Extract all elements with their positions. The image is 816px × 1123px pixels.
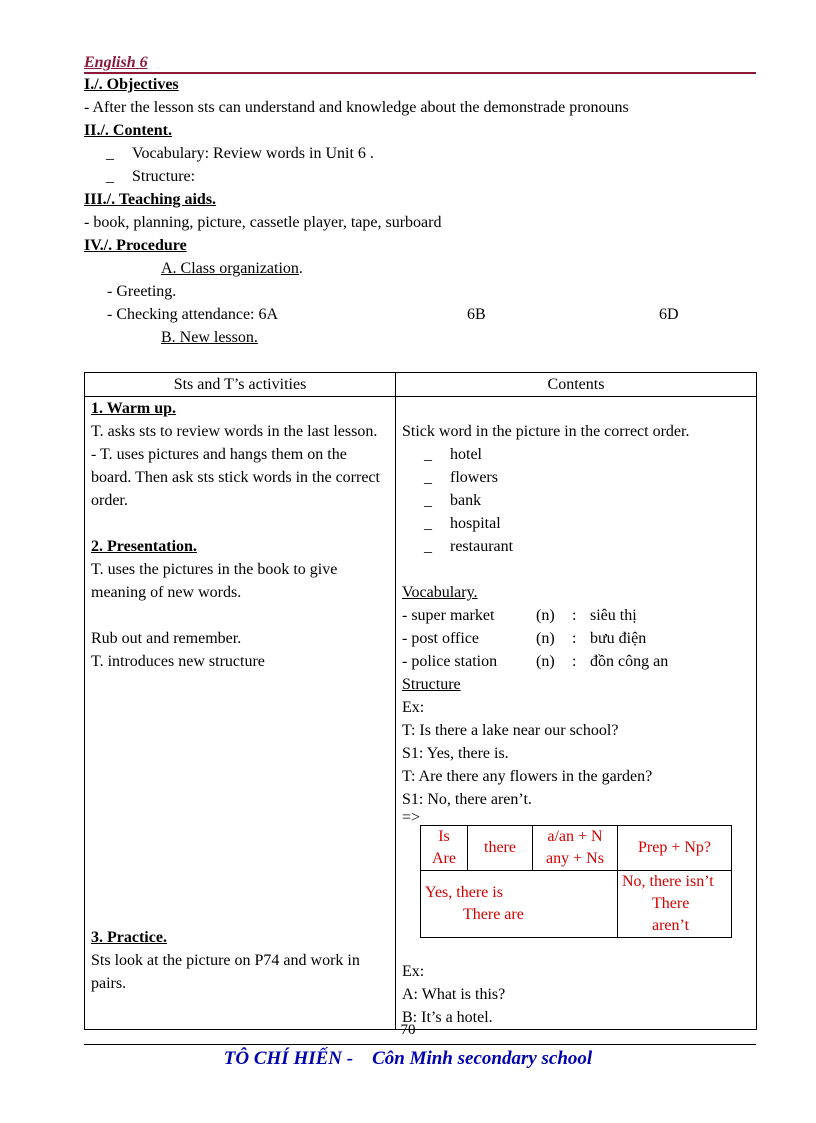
vocab-row: - police station (n) : đồn công an [402, 653, 669, 670]
objectives-text: - After the lesson sts can understand and knowledge about the demonstrade pronouns [84, 99, 629, 116]
example-line: T: Are there any flowers in the garden? [402, 768, 653, 785]
aids-text: - book, planning, picture, cassetle player, tape, surboard [84, 214, 442, 231]
attendance: - Checking attendance: 6A [107, 306, 279, 323]
struct-noun-cell: a/an + N any + Ns [533, 826, 618, 871]
warmup-intro: Stick word in the picture in the correct order. [402, 423, 690, 440]
word-item: _ hospital [424, 515, 501, 532]
word-item: _ hotel [424, 446, 482, 463]
warmup-heading: 1. Warm up. [91, 400, 177, 417]
vocab-row: - super market (n) : siêu thị [402, 607, 637, 624]
table-body-row [85, 397, 757, 1030]
content-item-vocabulary: ​_ Vocabulary: Review words in Unit 6 . [106, 145, 374, 162]
practice-line: A: What is this? [402, 986, 506, 1003]
practice-line: B: It’s a hotel. [402, 1009, 493, 1026]
example-line: T: Is there a lake near our school? [402, 722, 619, 739]
struct-verb-cell: Is Are [421, 826, 468, 871]
aids-heading: III./. Teaching aids. [84, 191, 217, 208]
page-number: 70 [400, 1022, 416, 1038]
vocab-heading: Vocabulary. [402, 584, 478, 601]
struct-no-cell: No, there isn’t There aren’t [618, 871, 732, 938]
class-6d: 6D [659, 306, 679, 323]
dash-bullet: ​_ [106, 168, 114, 185]
structure-table [420, 825, 732, 938]
word-item: _ bank [424, 492, 482, 509]
word-item: _ flowers [424, 469, 498, 486]
footer-text: TÔ CHÍ HIẾN - Côn Minh secondary school [223, 1048, 593, 1069]
practice-left: Sts look at the picture on P74 and work in pairs. [91, 952, 360, 992]
example-line: S1: Yes, there is. [402, 745, 509, 762]
example-line: S1: No, there aren’t. [402, 791, 532, 808]
structure-heading: Structure [402, 676, 461, 693]
presentation-left-2: Rub out and remember. [91, 630, 242, 647]
presentation-heading: 2. Presentation. [91, 538, 197, 555]
contents-cell [396, 397, 757, 1030]
warmup-left-1: T. asks sts to review words in the last lesson. [91, 423, 378, 440]
table-header-row [85, 373, 757, 397]
struct-yes-cell: Yes, there is There are [421, 871, 618, 938]
warmup-left-2: - T. uses pictures and hangs them on the board. Then ask sts stick words in the correct order. [91, 446, 380, 509]
header-title: English 6 [84, 54, 148, 71]
content-heading: II./. Content. [84, 122, 173, 139]
dash-bullet: ​_ [106, 145, 114, 162]
activities-cell [85, 397, 396, 1030]
col-activities-header: Sts and T’s activities [85, 373, 396, 397]
footer-rule [84, 1044, 756, 1045]
lesson-table [84, 372, 757, 1030]
word-item: _ restaurant [424, 538, 514, 555]
header-rule [84, 72, 756, 74]
arrow: => [402, 809, 421, 826]
col-contents-header: Contents [396, 373, 757, 397]
new-lesson: B. New lesson. [161, 329, 258, 346]
class-6b: 6B [467, 306, 486, 323]
objectives-heading: I./. Objectives [84, 76, 179, 93]
struct-there-cell: there [468, 826, 533, 871]
practice-heading: 3. Practice. [91, 929, 167, 946]
structure-ex-label: Ex: [402, 699, 425, 716]
class-organization: A. Class organization. [161, 260, 303, 277]
struct-prep-cell: Prep + Np? [618, 826, 732, 871]
greeting: - Greeting. [107, 283, 177, 300]
procedure-heading: IV./. Procedure [84, 237, 187, 254]
presentation-left-1: T. uses the pictures in the book to give meaning of new words. [91, 561, 338, 601]
presentation-left-3: T. introduces new structure [91, 653, 265, 670]
content-item-structure: ​_ Structure: [106, 168, 196, 185]
vocab-row: - post office (n) : bưu điện [402, 630, 647, 647]
practice-ex-label: Ex: [402, 963, 425, 980]
